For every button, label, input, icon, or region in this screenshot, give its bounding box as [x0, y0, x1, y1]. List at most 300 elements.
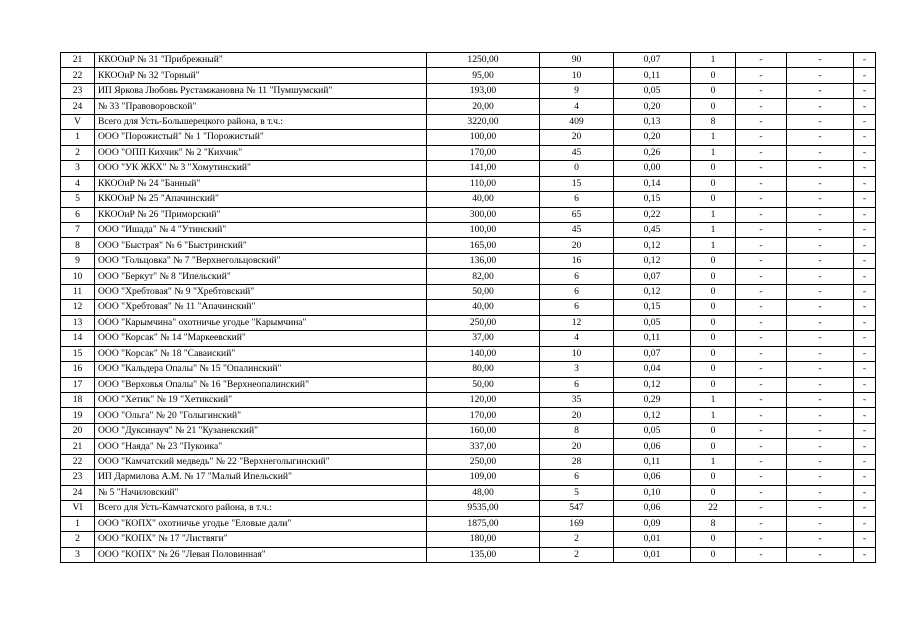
- dash-cell-3: -: [854, 222, 876, 237]
- dash-cell-3: -: [854, 547, 876, 562]
- dash-cell-2: -: [787, 470, 854, 485]
- dash-cell-1: -: [736, 222, 787, 237]
- quota-cell: 8: [691, 114, 736, 129]
- area-cell: 20,00: [427, 99, 540, 114]
- dash-cell-2: -: [787, 176, 854, 191]
- quota-cell: 1: [691, 222, 736, 237]
- row-number-cell: 16: [61, 362, 95, 377]
- dash-cell-1: -: [736, 176, 787, 191]
- dash-cell-2: -: [787, 346, 854, 361]
- row-number-cell: 22: [61, 68, 95, 83]
- quota-cell: 1: [691, 408, 736, 423]
- dash-cell-1: -: [736, 130, 787, 145]
- row-number-cell: 14: [61, 331, 95, 346]
- name-cell: ООО "ОПП Кихчик" № 2 "Кихчик": [95, 145, 427, 160]
- name-cell: Всего для Усть-Большерецкого района, в т.ч.:: [95, 114, 427, 129]
- name-cell: ООО "КОПХ" № 26 "Левая Половинная": [95, 547, 427, 562]
- dash-cell-3: -: [854, 114, 876, 129]
- area-cell: 110,00: [427, 176, 540, 191]
- dash-cell-2: -: [787, 83, 854, 98]
- quota-cell: 0: [691, 532, 736, 547]
- dash-cell-3: -: [854, 68, 876, 83]
- area-cell: 50,00: [427, 377, 540, 392]
- area-cell: 250,00: [427, 315, 540, 330]
- count-cell: 2: [540, 547, 614, 562]
- name-cell: ООО "Хетик" № 19 "Хетикский": [95, 392, 427, 407]
- dash-cell-2: -: [787, 130, 854, 145]
- quota-cell: 0: [691, 331, 736, 346]
- ratio-cell: 0,06: [614, 470, 691, 485]
- dash-cell-3: -: [854, 99, 876, 114]
- ratio-cell: 0,05: [614, 83, 691, 98]
- count-cell: 2: [540, 532, 614, 547]
- ratio-cell: 0,12: [614, 238, 691, 253]
- count-cell: 3: [540, 362, 614, 377]
- dash-cell-2: -: [787, 485, 854, 500]
- dash-cell-1: -: [736, 501, 787, 516]
- area-cell: 40,00: [427, 192, 540, 207]
- dash-cell-3: -: [854, 130, 876, 145]
- row-number-cell: 9: [61, 253, 95, 268]
- table-row: [61, 53, 876, 68]
- dash-cell-3: -: [854, 161, 876, 176]
- dash-cell-3: -: [854, 470, 876, 485]
- dash-cell-2: -: [787, 53, 854, 68]
- dash-cell-2: -: [787, 238, 854, 253]
- count-cell: 20: [540, 130, 614, 145]
- quota-cell: 0: [691, 176, 736, 191]
- name-cell: ООО "Корсак" № 14 "Маркеевский": [95, 331, 427, 346]
- dash-cell-3: -: [854, 362, 876, 377]
- table-row: [61, 192, 876, 207]
- dash-cell-2: -: [787, 547, 854, 562]
- dash-cell-1: -: [736, 253, 787, 268]
- count-cell: 28: [540, 454, 614, 469]
- ratio-cell: 0,07: [614, 346, 691, 361]
- ratio-cell: 0,14: [614, 176, 691, 191]
- name-cell: ООО "Карымчина" охотничье угодье "Карымчина": [95, 315, 427, 330]
- dash-cell-1: -: [736, 547, 787, 562]
- name-cell: ООО "Ольга" № 20 "Голыгинский": [95, 408, 427, 423]
- row-number-cell: 7: [61, 222, 95, 237]
- name-cell: ООО "Ишада" № 4 "Утинский": [95, 222, 427, 237]
- ratio-cell: 0,04: [614, 362, 691, 377]
- name-cell: № 5 "Начиловский": [95, 485, 427, 500]
- count-cell: 90: [540, 53, 614, 68]
- dash-cell-2: -: [787, 222, 854, 237]
- dash-cell-2: -: [787, 269, 854, 284]
- area-cell: 170,00: [427, 145, 540, 160]
- dash-cell-1: -: [736, 269, 787, 284]
- count-cell: 547: [540, 501, 614, 516]
- quota-cell: 0: [691, 68, 736, 83]
- area-cell: 180,00: [427, 532, 540, 547]
- table-row: [61, 501, 876, 516]
- name-cell: ООО "Камчатский медведь" № 22 "Верхнеголыгинский": [95, 454, 427, 469]
- quota-cell: 1: [691, 392, 736, 407]
- name-cell: ООО "Хребтовая" № 9 "Хребтовский": [95, 284, 427, 299]
- dash-cell-1: -: [736, 300, 787, 315]
- dash-cell-1: -: [736, 331, 787, 346]
- dash-cell-3: -: [854, 532, 876, 547]
- ratio-cell: 0,12: [614, 284, 691, 299]
- dash-cell-2: -: [787, 114, 854, 129]
- dash-cell-3: -: [854, 392, 876, 407]
- row-number-cell: 10: [61, 269, 95, 284]
- count-cell: 65: [540, 207, 614, 222]
- area-cell: 95,00: [427, 68, 540, 83]
- table-row: [61, 253, 876, 268]
- row-number-cell: 21: [61, 439, 95, 454]
- dash-cell-1: -: [736, 346, 787, 361]
- row-number-cell: 24: [61, 485, 95, 500]
- ratio-cell: 0,15: [614, 192, 691, 207]
- name-cell: ООО "Хребтовая" № 11 "Апачинский": [95, 300, 427, 315]
- row-number-cell: 4: [61, 176, 95, 191]
- dash-cell-1: -: [736, 83, 787, 98]
- count-cell: 409: [540, 114, 614, 129]
- area-cell: 3220,00: [427, 114, 540, 129]
- dash-cell-1: -: [736, 485, 787, 500]
- dash-cell-2: -: [787, 408, 854, 423]
- area-cell: 120,00: [427, 392, 540, 407]
- quota-cell: 0: [691, 284, 736, 299]
- dash-cell-3: -: [854, 145, 876, 160]
- dash-cell-1: -: [736, 408, 787, 423]
- name-cell: ООО "КОПХ" охотничье угодье "Еловые дали": [95, 516, 427, 531]
- count-cell: 5: [540, 485, 614, 500]
- count-cell: 20: [540, 408, 614, 423]
- dash-cell-3: -: [854, 377, 876, 392]
- count-cell: 9: [540, 83, 614, 98]
- row-number-cell: 22: [61, 454, 95, 469]
- dash-cell-3: -: [854, 53, 876, 68]
- table-row: [61, 346, 876, 361]
- table-row: [61, 99, 876, 114]
- count-cell: 6: [540, 470, 614, 485]
- name-cell: ООО "Беркут" № 8 "Ипельский": [95, 269, 427, 284]
- row-number-cell: 8: [61, 238, 95, 253]
- dash-cell-1: -: [736, 423, 787, 438]
- name-cell: ООО "УК ЖКХ" № 3 "Хомутинский": [95, 161, 427, 176]
- dash-cell-2: -: [787, 68, 854, 83]
- dash-cell-2: -: [787, 315, 854, 330]
- table-row: [61, 207, 876, 222]
- count-cell: 4: [540, 99, 614, 114]
- count-cell: 20: [540, 439, 614, 454]
- ratio-cell: 0,12: [614, 408, 691, 423]
- row-number-cell: 20: [61, 423, 95, 438]
- ratio-cell: 0,15: [614, 300, 691, 315]
- dash-cell-2: -: [787, 253, 854, 268]
- row-number-cell: 12: [61, 300, 95, 315]
- table-row: [61, 377, 876, 392]
- row-number-cell: V: [61, 114, 95, 129]
- area-cell: 40,00: [427, 300, 540, 315]
- ratio-cell: 0,07: [614, 53, 691, 68]
- count-cell: 6: [540, 284, 614, 299]
- count-cell: 6: [540, 192, 614, 207]
- row-number-cell: 21: [61, 53, 95, 68]
- quota-cell: 0: [691, 547, 736, 562]
- count-cell: 0: [540, 161, 614, 176]
- ratio-cell: 0,05: [614, 423, 691, 438]
- quota-cell: 0: [691, 300, 736, 315]
- row-number-cell: 23: [61, 83, 95, 98]
- dash-cell-3: -: [854, 485, 876, 500]
- area-cell: 100,00: [427, 130, 540, 145]
- table-row: [61, 300, 876, 315]
- quota-cell: 0: [691, 315, 736, 330]
- dash-cell-3: -: [854, 315, 876, 330]
- name-cell: ООО "Дуксинауч" № 21 "Кузанекский": [95, 423, 427, 438]
- ratio-cell: 0,01: [614, 532, 691, 547]
- area-cell: 140,00: [427, 346, 540, 361]
- table-body: [61, 53, 876, 563]
- dash-cell-2: -: [787, 207, 854, 222]
- table-row: [61, 68, 876, 83]
- ratio-cell: 0,13: [614, 114, 691, 129]
- area-cell: 170,00: [427, 408, 540, 423]
- quota-cell: 1: [691, 145, 736, 160]
- dash-cell-2: -: [787, 516, 854, 531]
- dash-cell-3: -: [854, 83, 876, 98]
- ratio-cell: 0,01: [614, 547, 691, 562]
- row-number-cell: 23: [61, 470, 95, 485]
- dash-cell-1: -: [736, 516, 787, 531]
- quota-cell: 0: [691, 269, 736, 284]
- table-row: [61, 315, 876, 330]
- quota-cell: 0: [691, 470, 736, 485]
- dash-cell-2: -: [787, 423, 854, 438]
- ratio-cell: 0,06: [614, 501, 691, 516]
- count-cell: 12: [540, 315, 614, 330]
- dash-cell-1: -: [736, 99, 787, 114]
- dash-cell-3: -: [854, 439, 876, 454]
- table-row: [61, 284, 876, 299]
- ratio-cell: 0,09: [614, 516, 691, 531]
- ratio-cell: 0,26: [614, 145, 691, 160]
- ratio-cell: 0,11: [614, 454, 691, 469]
- row-number-cell: 13: [61, 315, 95, 330]
- name-cell: ООО "Наяда" № 23 "Пукоика": [95, 439, 427, 454]
- quota-cell: 0: [691, 83, 736, 98]
- area-cell: 37,00: [427, 331, 540, 346]
- dash-cell-3: -: [854, 284, 876, 299]
- dash-cell-1: -: [736, 68, 787, 83]
- quota-cell: 0: [691, 99, 736, 114]
- dash-cell-2: -: [787, 454, 854, 469]
- row-number-cell: 2: [61, 145, 95, 160]
- dash-cell-2: -: [787, 532, 854, 547]
- table-row: [61, 269, 876, 284]
- row-number-cell: 17: [61, 377, 95, 392]
- area-cell: 141,00: [427, 161, 540, 176]
- dash-cell-1: -: [736, 207, 787, 222]
- dash-cell-2: -: [787, 300, 854, 315]
- quota-cell: 0: [691, 161, 736, 176]
- dash-cell-3: -: [854, 408, 876, 423]
- table-row: [61, 362, 876, 377]
- table-row: [61, 176, 876, 191]
- row-number-cell: VI: [61, 501, 95, 516]
- ratio-cell: 0,12: [614, 377, 691, 392]
- name-cell: ООО "Кальдера Опалы" № 15 "Опалинский": [95, 362, 427, 377]
- ratio-cell: 0,07: [614, 269, 691, 284]
- dash-cell-2: -: [787, 331, 854, 346]
- dash-cell-2: -: [787, 392, 854, 407]
- count-cell: 6: [540, 300, 614, 315]
- area-cell: 9535,00: [427, 501, 540, 516]
- name-cell: ООО "Гольцовка" № 7 "Верхнегольцовский": [95, 253, 427, 268]
- count-cell: 10: [540, 346, 614, 361]
- dash-cell-3: -: [854, 501, 876, 516]
- name-cell: Всего для Усть-Камчатского района, в т.ч.:: [95, 501, 427, 516]
- dash-cell-3: -: [854, 176, 876, 191]
- dash-cell-1: -: [736, 392, 787, 407]
- table-row: [61, 130, 876, 145]
- count-cell: 10: [540, 68, 614, 83]
- area-cell: 135,00: [427, 547, 540, 562]
- dash-cell-2: -: [787, 377, 854, 392]
- name-cell: ООО "Корсак" № 18 "Саваиский": [95, 346, 427, 361]
- quota-cell: 0: [691, 346, 736, 361]
- count-cell: 16: [540, 253, 614, 268]
- table-row: [61, 145, 876, 160]
- dash-cell-3: -: [854, 207, 876, 222]
- table-row: [61, 454, 876, 469]
- ratio-cell: 0,45: [614, 222, 691, 237]
- area-cell: 193,00: [427, 83, 540, 98]
- ratio-cell: 0,22: [614, 207, 691, 222]
- quota-cell: 1: [691, 238, 736, 253]
- area-cell: 337,00: [427, 439, 540, 454]
- area-cell: 50,00: [427, 284, 540, 299]
- row-number-cell: 2: [61, 532, 95, 547]
- area-cell: 1250,00: [427, 53, 540, 68]
- dash-cell-3: -: [854, 516, 876, 531]
- quota-cell: 0: [691, 192, 736, 207]
- dash-cell-2: -: [787, 192, 854, 207]
- name-cell: ККООиР № 31 "Прибрежный": [95, 53, 427, 68]
- data-table: [60, 52, 876, 563]
- dash-cell-2: -: [787, 501, 854, 516]
- quota-cell: 0: [691, 439, 736, 454]
- count-cell: 6: [540, 269, 614, 284]
- area-cell: 136,00: [427, 253, 540, 268]
- table-row: [61, 392, 876, 407]
- table-row: [61, 238, 876, 253]
- dash-cell-1: -: [736, 439, 787, 454]
- dash-cell-2: -: [787, 362, 854, 377]
- area-cell: 1875,00: [427, 516, 540, 531]
- quota-cell: 1: [691, 454, 736, 469]
- dash-cell-2: -: [787, 284, 854, 299]
- count-cell: 6: [540, 377, 614, 392]
- row-number-cell: 6: [61, 207, 95, 222]
- name-cell: ООО "Верховья Опалы" № 16 "Верхнеопалинский": [95, 377, 427, 392]
- dash-cell-1: -: [736, 284, 787, 299]
- area-cell: 300,00: [427, 207, 540, 222]
- quota-cell: 0: [691, 485, 736, 500]
- table-row: [61, 439, 876, 454]
- name-cell: ИП Дармилова А.М. № 17 "Малый Ипельский": [95, 470, 427, 485]
- dash-cell-1: -: [736, 362, 787, 377]
- area-cell: 165,00: [427, 238, 540, 253]
- area-cell: 82,00: [427, 269, 540, 284]
- ratio-cell: 0,05: [614, 315, 691, 330]
- quota-cell: 0: [691, 362, 736, 377]
- count-cell: 15: [540, 176, 614, 191]
- dash-cell-3: -: [854, 423, 876, 438]
- dash-cell-3: -: [854, 253, 876, 268]
- name-cell: ИП Яркова Любовь Рустамжановна № 11 "Пумшумский": [95, 83, 427, 98]
- dash-cell-1: -: [736, 161, 787, 176]
- row-number-cell: 18: [61, 392, 95, 407]
- quota-cell: 22: [691, 501, 736, 516]
- dash-cell-1: -: [736, 114, 787, 129]
- area-cell: 109,00: [427, 470, 540, 485]
- table-row: [61, 470, 876, 485]
- dash-cell-3: -: [854, 300, 876, 315]
- row-number-cell: 24: [61, 99, 95, 114]
- ratio-cell: 0,20: [614, 99, 691, 114]
- dash-cell-3: -: [854, 192, 876, 207]
- table-row: [61, 547, 876, 562]
- ratio-cell: 0,11: [614, 68, 691, 83]
- ratio-cell: 0,20: [614, 130, 691, 145]
- dash-cell-1: -: [736, 377, 787, 392]
- ratio-cell: 0,29: [614, 392, 691, 407]
- dash-cell-1: -: [736, 315, 787, 330]
- table-row: [61, 331, 876, 346]
- dash-cell-1: -: [736, 145, 787, 160]
- dash-cell-2: -: [787, 439, 854, 454]
- area-cell: 160,00: [427, 423, 540, 438]
- name-cell: № 33 "Правоворовской": [95, 99, 427, 114]
- dash-cell-3: -: [854, 331, 876, 346]
- count-cell: 169: [540, 516, 614, 531]
- quota-cell: 0: [691, 423, 736, 438]
- dash-cell-1: -: [736, 532, 787, 547]
- row-number-cell: 19: [61, 408, 95, 423]
- quota-cell: 0: [691, 377, 736, 392]
- dash-cell-2: -: [787, 99, 854, 114]
- name-cell: ККООиР № 26 "Приморский": [95, 207, 427, 222]
- table-row: [61, 408, 876, 423]
- row-number-cell: 15: [61, 346, 95, 361]
- name-cell: ООО "КОПХ" № 17 "Листвяги": [95, 532, 427, 547]
- dash-cell-1: -: [736, 238, 787, 253]
- row-number-cell: 1: [61, 130, 95, 145]
- quota-cell: 0: [691, 253, 736, 268]
- ratio-cell: 0,00: [614, 161, 691, 176]
- dash-cell-2: -: [787, 161, 854, 176]
- dash-cell-3: -: [854, 454, 876, 469]
- area-cell: 80,00: [427, 362, 540, 377]
- ratio-cell: 0,06: [614, 439, 691, 454]
- dash-cell-2: -: [787, 145, 854, 160]
- table-row: [61, 516, 876, 531]
- row-number-cell: 3: [61, 161, 95, 176]
- count-cell: 4: [540, 331, 614, 346]
- name-cell: ККООиР № 32 "Горный": [95, 68, 427, 83]
- dash-cell-1: -: [736, 53, 787, 68]
- quota-cell: 1: [691, 130, 736, 145]
- quota-cell: 1: [691, 207, 736, 222]
- count-cell: 20: [540, 238, 614, 253]
- row-number-cell: 5: [61, 192, 95, 207]
